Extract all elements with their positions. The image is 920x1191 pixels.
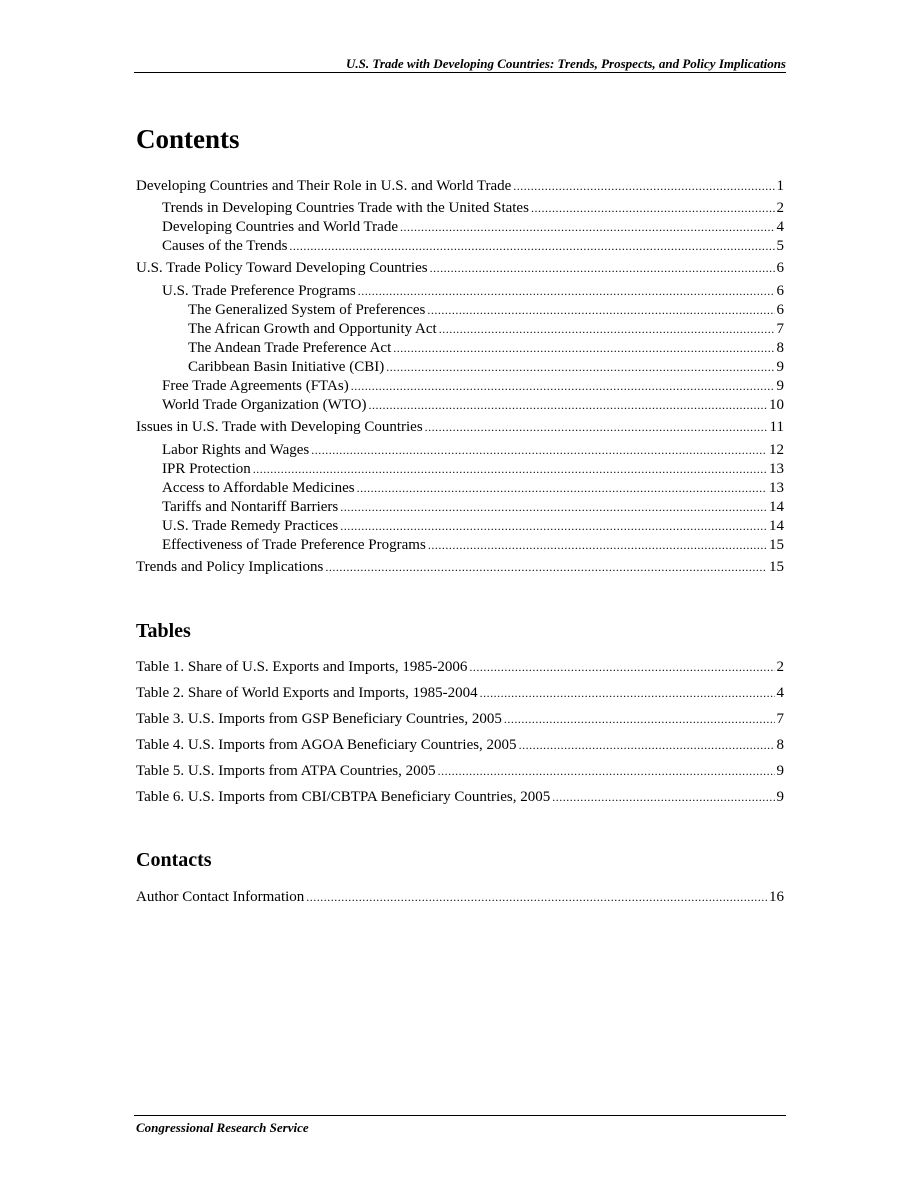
toc-entry-title: The Andean Trade Preference Act: [188, 340, 392, 356]
tables-heading: Tables: [136, 620, 191, 642]
toc-entry-title: U.S. Trade Preference Programs: [162, 283, 356, 299]
toc-entry[interactable]: [162, 396, 784, 415]
dot-leader: [289, 237, 774, 256]
toc-entry-page: 7: [776, 321, 784, 337]
toc-entry[interactable]: [162, 218, 784, 237]
toc-entry-title: U.S. Trade Remedy Practices: [162, 518, 339, 534]
table-list-entry[interactable]: [136, 684, 784, 703]
dot-leader: [340, 517, 767, 536]
toc-entry-title: U.S. Trade Policy Toward Developing Countries: [136, 260, 428, 276]
toc-entry-page: 13: [769, 461, 784, 477]
toc-entry[interactable]: [162, 282, 784, 301]
toc-entry-page: 6: [776, 260, 784, 276]
toc-entry-page: 9: [776, 359, 784, 375]
toc-entry-title: The Generalized System of Preferences: [188, 302, 426, 318]
dot-leader: [357, 479, 767, 498]
header-rule: [134, 72, 786, 73]
dot-leader: [513, 177, 774, 196]
dot-leader: [400, 218, 775, 237]
dot-leader: [358, 282, 775, 301]
table-list-entry-page: 8: [776, 737, 784, 753]
toc-entry-title: Causes of the Trends: [162, 238, 288, 254]
toc-entry-page: 13: [769, 480, 784, 496]
toc-entry-page: 14: [769, 518, 784, 534]
toc-entry-page: 14: [769, 499, 784, 515]
toc-entry-page: 12: [769, 442, 784, 458]
table-list-entry-page: 9: [776, 763, 784, 779]
dot-leader: [531, 199, 775, 218]
contents-heading: Contents: [136, 124, 240, 154]
toc-entry-title: Free Trade Agreements (FTAs): [162, 378, 349, 394]
table-list-entry-title: Table 1. Share of U.S. Exports and Imports, 1985-2006: [136, 659, 468, 675]
dot-leader: [253, 460, 767, 479]
toc-entry-page: 2: [776, 200, 784, 216]
footer-rule: [134, 1115, 786, 1116]
toc-entry-title: Caribbean Basin Initiative (CBI): [188, 359, 385, 375]
dot-leader: [439, 320, 775, 339]
table-list-entry-title: Table 4. U.S. Imports from AGOA Beneficiary Countries, 2005: [136, 737, 517, 753]
toc-entry-title: Tariffs and Nontariff Barriers: [162, 499, 339, 515]
contact-list-entry-title: Author Contact Information: [136, 889, 305, 905]
toc-entry-page: 15: [769, 537, 784, 553]
table-list-entry-title: Table 3. U.S. Imports from GSP Beneficiary Countries, 2005: [136, 711, 502, 727]
toc-entry[interactable]: [136, 418, 784, 437]
dot-leader: [306, 888, 767, 907]
dot-leader: [428, 536, 767, 555]
toc-entry-page: 6: [776, 302, 784, 318]
contacts-heading: Contacts: [136, 849, 212, 871]
running-footer: Congressional Research Service: [136, 1120, 309, 1135]
toc-entry-page: 11: [769, 419, 784, 435]
toc-entry-title: World Trade Organization (WTO): [162, 397, 367, 413]
table-list-entry[interactable]: [136, 762, 784, 781]
toc-entry[interactable]: [188, 339, 784, 358]
contact-list-entry[interactable]: [136, 888, 784, 907]
toc-entry[interactable]: [162, 460, 784, 479]
table-list-entry[interactable]: [136, 658, 784, 677]
toc-entry-page: 15: [769, 559, 784, 575]
table-list-entry-title: Table 2. Share of World Exports and Imports, 1985-2004: [136, 685, 478, 701]
toc-entry-title: Trends and Policy Implications: [136, 559, 324, 575]
toc-entry-title: Trends in Developing Countries Trade with the United States: [162, 200, 529, 216]
toc-entry-page: 10: [769, 397, 784, 413]
dot-leader: [393, 339, 774, 358]
table-list-entry-title: Table 6. U.S. Imports from CBI/CBTPA Beneficiary Countries, 2005: [136, 789, 551, 805]
toc-entry-title: The African Growth and Opportunity Act: [188, 321, 437, 337]
dot-leader: [340, 498, 767, 517]
dot-leader: [438, 762, 775, 781]
table-list-entry-page: 4: [776, 685, 784, 701]
toc-entry[interactable]: [162, 479, 784, 498]
dot-leader: [469, 658, 774, 677]
toc-entry[interactable]: [136, 558, 784, 577]
toc-entry[interactable]: [162, 237, 784, 256]
toc-entry-title: Developing Countries and World Trade: [162, 219, 398, 235]
toc-entry[interactable]: [162, 517, 784, 536]
dot-leader: [311, 441, 767, 460]
toc-entry-page: 1: [776, 178, 784, 194]
toc-entry-title: IPR Protection: [162, 461, 251, 477]
dot-leader: [325, 558, 767, 577]
table-list-entry[interactable]: [136, 788, 784, 807]
toc-entry[interactable]: [162, 441, 784, 460]
dot-leader: [552, 788, 774, 807]
toc-entry[interactable]: [162, 536, 784, 555]
toc-entry-page: 4: [776, 219, 784, 235]
running-header: U.S. Trade with Developing Countries: Trends, Prospects, and Policy Implications: [346, 56, 786, 71]
dot-leader: [519, 736, 775, 755]
toc-entry-title: Developing Countries and Their Role in U.S. and World Trade: [136, 178, 512, 194]
toc-entry[interactable]: [136, 259, 784, 278]
dot-leader: [386, 358, 774, 377]
dot-leader: [351, 377, 775, 396]
toc-entry-title: Labor Rights and Wages: [162, 442, 310, 458]
dot-leader: [427, 301, 774, 320]
table-list-entry-page: 7: [776, 711, 784, 727]
toc-entry-title: Access to Affordable Medicines: [162, 480, 355, 496]
dot-leader: [425, 418, 768, 437]
toc-entry-title: Effectiveness of Trade Preference Programs: [162, 537, 426, 553]
toc-entry[interactable]: [188, 358, 784, 377]
dot-leader: [430, 259, 775, 278]
toc-entry[interactable]: [162, 498, 784, 517]
toc-entry[interactable]: [162, 377, 784, 396]
table-list-entry-page: 9: [776, 789, 784, 805]
toc-entry[interactable]: [188, 301, 784, 320]
dot-leader: [368, 396, 767, 415]
toc-entry-page: 8: [776, 340, 784, 356]
toc-entry[interactable]: [188, 320, 784, 339]
table-list-entry-page: 2: [776, 659, 784, 675]
dot-leader: [504, 710, 775, 729]
table-list-entry[interactable]: [136, 736, 784, 755]
toc-entry[interactable]: [162, 199, 784, 218]
toc-entry[interactable]: [136, 177, 784, 196]
toc-entry-title: Issues in U.S. Trade with Developing Countries: [136, 419, 423, 435]
toc-entry-page: 9: [776, 378, 784, 394]
toc-entry-page: 6: [776, 283, 784, 299]
table-list-entry[interactable]: [136, 710, 784, 729]
toc-entry-page: 5: [776, 238, 784, 254]
dot-leader: [480, 684, 775, 703]
table-list-entry-title: Table 5. U.S. Imports from ATPA Countries, 2005: [136, 763, 436, 779]
contact-list-entry-page: 16: [769, 889, 784, 905]
